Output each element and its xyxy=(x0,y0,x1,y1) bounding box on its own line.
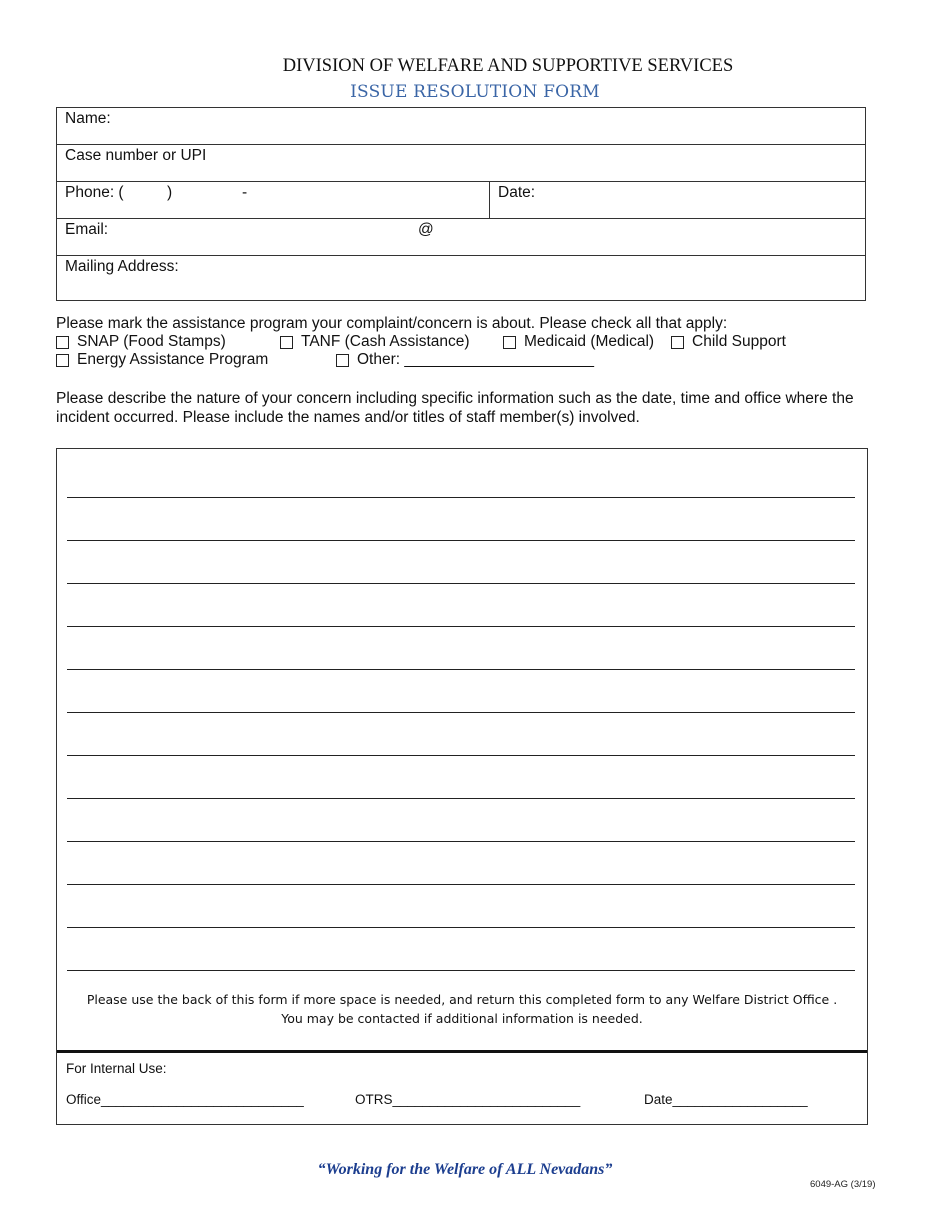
name-row[interactable] xyxy=(57,108,865,145)
tanf-label: TANF (Cash Assistance) xyxy=(301,333,470,350)
writing-line[interactable] xyxy=(67,798,855,799)
footer-slogan: “Working for the Welfare of ALL Nevadans” xyxy=(317,1161,613,1178)
snap-label: SNAP (Food Stamps) xyxy=(77,333,226,350)
writing-line[interactable] xyxy=(67,712,855,713)
otrs-field[interactable]: OTRS_________________________ xyxy=(355,1092,581,1107)
tanf-option[interactable] xyxy=(280,333,470,351)
energy-checkbox[interactable] xyxy=(56,354,69,367)
medicaid-checkbox[interactable] xyxy=(503,336,516,349)
snap-option[interactable] xyxy=(56,333,226,351)
child-support-checkbox[interactable] xyxy=(671,336,684,349)
mailing-address-row[interactable] xyxy=(57,256,865,300)
email-at-sign: @ xyxy=(418,221,434,238)
writing-line[interactable] xyxy=(67,669,855,670)
writing-line[interactable] xyxy=(67,970,855,971)
medicaid-label: Medicaid (Medical) xyxy=(524,333,655,350)
concern-description-box xyxy=(56,448,868,1125)
internal-use-section xyxy=(57,1050,867,1124)
office-field[interactable]: Office___________________________ xyxy=(66,1092,304,1107)
other-label: Other: ______________________ xyxy=(357,351,595,368)
tanf-checkbox[interactable] xyxy=(280,336,293,349)
division-heading: DIVISION OF WELFARE AND SUPPORTIVE SERVICES xyxy=(282,56,734,76)
name-label: Name: xyxy=(65,110,111,127)
mailing-address-label: Mailing Address: xyxy=(65,258,179,275)
child-support-option[interactable] xyxy=(671,333,786,351)
applicant-info-box xyxy=(56,107,866,301)
phone-date-divider xyxy=(489,182,490,218)
writing-line[interactable] xyxy=(67,497,855,498)
email-row[interactable] xyxy=(57,219,865,256)
email-label: Email: xyxy=(65,221,109,238)
writing-line[interactable] xyxy=(67,540,855,541)
case-number-row[interactable] xyxy=(57,145,865,182)
medicaid-option[interactable] xyxy=(503,333,654,351)
phone-label: Phone: ( xyxy=(65,184,124,201)
energy-option[interactable] xyxy=(56,351,268,369)
other-option[interactable] xyxy=(336,351,594,369)
writing-line[interactable] xyxy=(67,755,855,756)
writing-line[interactable] xyxy=(67,927,855,928)
writing-line[interactable] xyxy=(67,583,855,584)
phone-dash: - xyxy=(242,184,248,201)
back-note-line-2: You may be contacted if additional information is needed. xyxy=(281,1011,643,1026)
case-number-label: Case number or UPI xyxy=(65,147,207,164)
writing-line[interactable] xyxy=(67,626,855,627)
internal-use-title: For Internal Use: xyxy=(66,1061,167,1076)
program-instructions: Please mark the assistance program your complaint/concern is about. Please check all that apply: xyxy=(56,315,728,332)
date-label: Date: xyxy=(498,184,536,201)
energy-label: Energy Assistance Program xyxy=(77,351,269,368)
phone-area-close: ) xyxy=(167,184,173,201)
phone-date-row xyxy=(57,182,865,219)
writing-line[interactable] xyxy=(67,884,855,885)
form-title: ISSUE RESOLUTION FORM xyxy=(350,82,600,102)
writing-line[interactable] xyxy=(67,841,855,842)
other-checkbox[interactable] xyxy=(336,354,349,367)
snap-checkbox[interactable] xyxy=(56,336,69,349)
concern-instructions: Please describe the nature of your concern including specific information such as the date, time and office where the incident occurred. Please include the names and/or titles of staff member(s) involved. xyxy=(56,390,854,426)
internal-date-field[interactable]: Date__________________ xyxy=(644,1092,808,1107)
back-note-line-1: Please use the back of this form if more space is needed, and return this completed form to any Welfare District Office . xyxy=(86,992,838,1007)
child-support-label: Child Support xyxy=(692,333,786,350)
back-of-form-note xyxy=(57,990,867,1028)
form-code: 6049-AG (3/19) xyxy=(810,1179,876,1190)
